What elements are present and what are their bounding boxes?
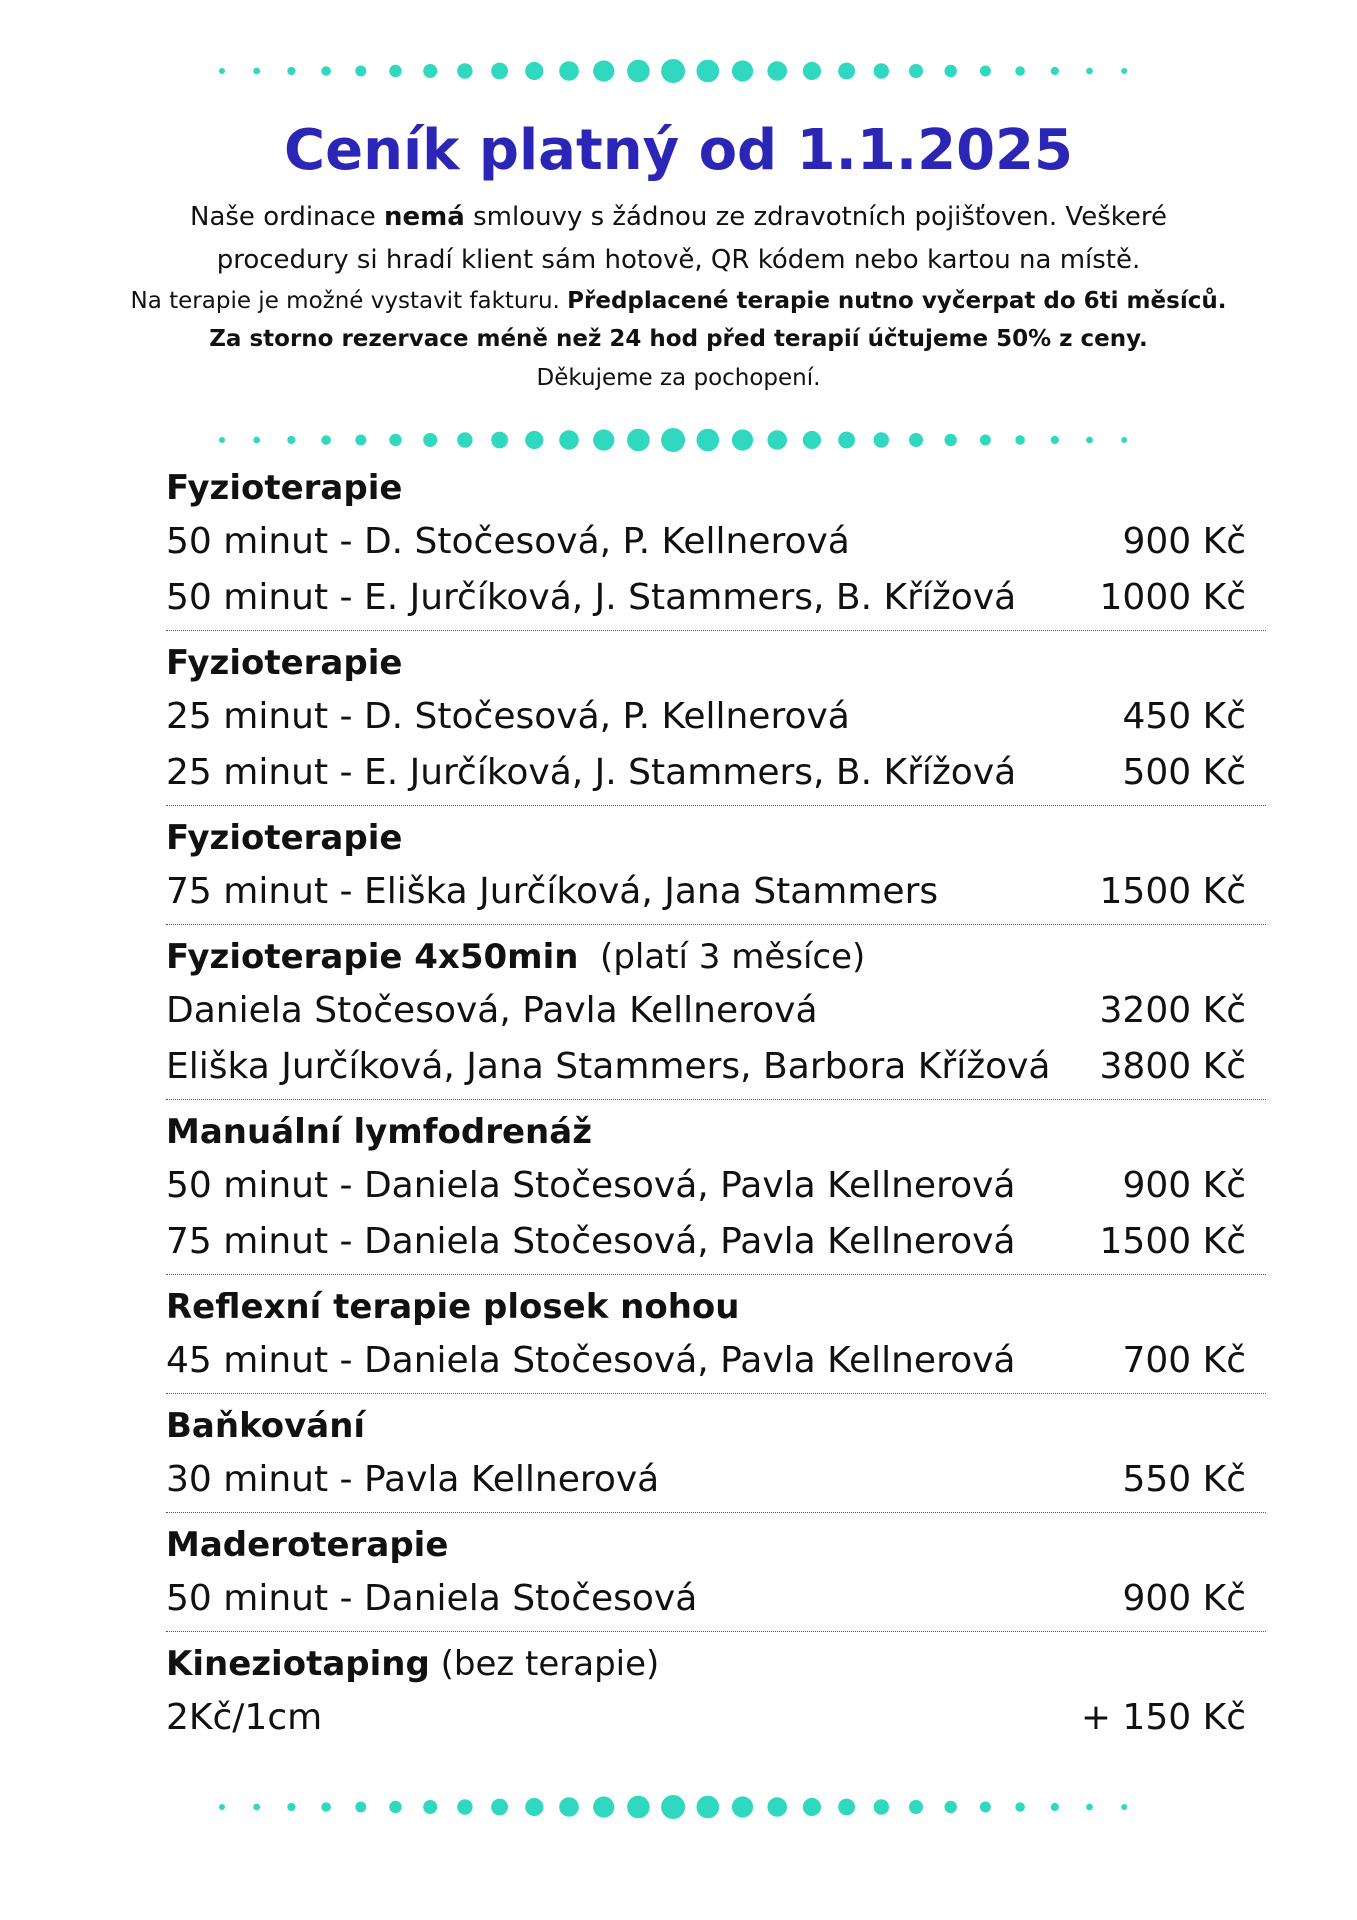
section-title	[166, 637, 1266, 689]
dots-divider-bottom-graphic	[0, 1792, 1357, 1822]
dot	[219, 68, 225, 74]
service-description: 45 minut - Daniela Stočesová, Pavla Kellnerová	[166, 1340, 1016, 1381]
dot	[525, 1798, 543, 1816]
dot	[457, 63, 472, 78]
service-price: 3800 Kč	[1099, 1046, 1246, 1087]
dot	[593, 60, 614, 81]
price-section	[166, 1400, 1266, 1513]
section-title	[166, 1106, 1266, 1158]
price-row	[166, 983, 1266, 1039]
section-title	[166, 1638, 1266, 1690]
dot	[874, 1799, 889, 1814]
dot	[767, 61, 787, 81]
section-title-text: Fyzioterapie	[166, 643, 403, 683]
service-price: 900 Kč	[1122, 1165, 1246, 1206]
price-section	[166, 637, 1266, 806]
price-list	[166, 462, 1276, 1756]
section-title	[166, 462, 1266, 514]
dot	[732, 60, 753, 81]
dot	[661, 428, 685, 452]
service-price: 700 Kč	[1122, 1340, 1246, 1381]
price-section	[166, 1106, 1266, 1275]
dot	[1121, 1804, 1127, 1810]
dot	[627, 1796, 650, 1819]
service-description: 50 minut - E. Jurčíková, J. Stammers, B. Křížová	[166, 577, 1017, 618]
dot	[1121, 437, 1127, 443]
intro-line-4: Za storno rezervace méně než 24 hod před terapií účtujeme 50% z ceny.	[209, 326, 1148, 352]
service-description: 30 minut - Pavla Kellnerová	[166, 1459, 660, 1500]
dot	[803, 1798, 821, 1816]
section-note: (bez terapie)	[429, 1644, 660, 1684]
dot	[457, 1799, 472, 1814]
section-title-text: Maderoterapie	[166, 1525, 449, 1565]
dot	[253, 68, 260, 75]
price-row	[166, 1333, 1266, 1389]
service-description: Eliška Jurčíková, Jana Stammers, Barbora Křížová	[166, 1046, 1051, 1087]
page-title: Ceník platný od 1.1.2025	[284, 118, 1073, 183]
dot	[1015, 1802, 1025, 1812]
service-price: 3200 Kč	[1099, 990, 1246, 1031]
dot	[1015, 66, 1025, 76]
dot	[803, 62, 821, 80]
dot	[559, 1797, 579, 1817]
service-description: 25 minut - E. Jurčíková, J. Stammers, B. Křížová	[166, 752, 1017, 793]
service-description: 50 minut - D. Stočesová, P. Kellnerová	[166, 521, 850, 562]
intro-line-1-emphasis: nemá	[384, 202, 465, 232]
dot	[697, 1796, 720, 1819]
price-row	[166, 570, 1266, 626]
dot	[874, 432, 889, 447]
section-title-text: Reflexní terapie plosek nohou	[166, 1287, 740, 1327]
service-price: 1500 Kč	[1099, 1221, 1246, 1262]
intro-text	[120, 196, 1237, 398]
dot	[627, 60, 650, 83]
dot	[1051, 1803, 1059, 1811]
service-description: 2Kč/1cm	[166, 1697, 323, 1738]
dot	[980, 1802, 991, 1813]
dot	[980, 66, 991, 77]
dot	[491, 432, 508, 449]
intro-line-1-c: smlouvy s žádnou ze zdravotních pojišťoven. Veškeré	[464, 202, 1167, 232]
dot	[767, 1797, 787, 1817]
dot	[909, 1800, 923, 1814]
section-title-text: Fyzioterapie	[166, 468, 403, 508]
dot	[559, 61, 579, 81]
service-description: 75 minut - Daniela Stočesová, Pavla Kellnerová	[166, 1221, 1016, 1262]
dot	[559, 430, 579, 450]
service-description: 25 minut - D. Stočesová, P. Kellnerová	[166, 696, 850, 737]
dot	[287, 1803, 295, 1811]
service-price: 1000 Kč	[1099, 577, 1246, 618]
dot	[1086, 68, 1093, 75]
dot	[661, 59, 685, 83]
section-title-text: Fyzioterapie 4x50min	[166, 937, 579, 977]
service-price: 450 Kč	[1122, 696, 1246, 737]
service-price: 900 Kč	[1122, 521, 1246, 562]
intro-line-3-emphasis: Předplacené terapie nutno vyčerpat do 6ti měsíců.	[567, 288, 1227, 314]
dot	[627, 429, 650, 452]
intro-line-3	[120, 282, 1237, 320]
dot	[321, 435, 331, 445]
dot	[1121, 68, 1127, 74]
service-price: 1500 Kč	[1099, 871, 1246, 912]
dots-divider-top	[0, 56, 1357, 86]
price-row	[166, 864, 1266, 920]
dots-divider-bottom	[0, 1792, 1357, 1822]
intro-line-2: procedury si hradí klient sám hotově, QR kódem nebo kartou na místě.	[216, 245, 1141, 275]
dot	[355, 435, 366, 446]
section-title-text: Manuální lymfodrenáž	[166, 1112, 592, 1152]
dot	[253, 437, 260, 444]
price-row	[166, 1690, 1266, 1746]
dot	[593, 1796, 614, 1817]
dot	[423, 64, 437, 78]
dot	[525, 431, 543, 449]
section-title-text: Fyzioterapie	[166, 818, 403, 858]
price-section	[166, 462, 1266, 631]
service-price: 900 Kč	[1122, 1578, 1246, 1619]
intro-line-3-a: Na terapie je možné vystavit fakturu.	[130, 288, 568, 314]
dot	[355, 66, 366, 77]
service-description: 50 minut - Daniela Stočesová	[166, 1578, 698, 1619]
dot	[423, 433, 437, 447]
dot	[874, 63, 889, 78]
dot	[945, 65, 957, 77]
dot	[767, 430, 787, 450]
dot	[1086, 437, 1093, 444]
service-price: 500 Kč	[1122, 752, 1246, 793]
dot	[838, 432, 855, 449]
section-title	[166, 1400, 1266, 1452]
service-price: + 150 Kč	[1080, 1697, 1246, 1738]
dot	[697, 60, 720, 83]
intro-line-1-a: Naše ordinace	[190, 202, 385, 232]
dot	[945, 1801, 957, 1813]
dot	[1015, 435, 1025, 445]
section-title	[166, 812, 1266, 864]
service-description: 75 minut - Eliška Jurčíková, Jana Stammers	[166, 871, 939, 912]
dot	[838, 1799, 855, 1816]
dot	[457, 432, 472, 447]
price-section	[166, 1281, 1266, 1394]
dot	[389, 65, 401, 77]
dot	[321, 66, 331, 76]
dot	[423, 1800, 437, 1814]
dot	[593, 429, 614, 450]
dots-divider-middle	[0, 425, 1357, 455]
dot	[838, 63, 855, 80]
dot	[980, 435, 991, 446]
price-section	[166, 1638, 1266, 1750]
dot	[491, 1799, 508, 1816]
dot	[1051, 436, 1059, 444]
intro-line-1	[120, 196, 1237, 239]
dot	[732, 429, 753, 450]
service-description: 50 minut - Daniela Stočesová, Pavla Kellnerová	[166, 1165, 1016, 1206]
price-row	[166, 689, 1266, 745]
dot	[355, 1802, 366, 1813]
section-title-text: Kineziotaping	[166, 1644, 430, 1684]
price-row	[166, 514, 1266, 570]
price-row	[166, 1214, 1266, 1270]
section-title	[166, 1281, 1266, 1333]
dot	[219, 437, 225, 443]
price-row	[166, 745, 1266, 801]
dot	[389, 1801, 401, 1813]
dot	[732, 1796, 753, 1817]
price-row	[166, 1158, 1266, 1214]
price-section	[166, 1519, 1266, 1632]
price-row	[166, 1039, 1266, 1095]
dot	[287, 436, 295, 444]
dot	[945, 434, 957, 446]
price-section	[166, 812, 1266, 925]
dot	[389, 434, 401, 446]
dot	[253, 1804, 260, 1811]
price-row	[166, 1452, 1266, 1508]
price-section	[166, 931, 1266, 1100]
dot	[525, 62, 543, 80]
dot	[909, 64, 923, 78]
dot	[1051, 67, 1059, 75]
dot	[697, 429, 720, 452]
dot	[909, 433, 923, 447]
dot	[321, 1802, 331, 1812]
section-note: (platí 3 měsíce)	[578, 937, 866, 977]
dot	[219, 1804, 225, 1810]
section-title	[166, 931, 1266, 983]
dot	[803, 431, 821, 449]
dots-divider-middle-graphic	[0, 425, 1357, 455]
service-description: Daniela Stočesová, Pavla Kellnerová	[166, 990, 818, 1031]
section-title-text: Baňkování	[166, 1406, 366, 1446]
dots-divider-top-graphic	[0, 56, 1357, 86]
section-title	[166, 1519, 1266, 1571]
dot	[491, 63, 508, 80]
dot	[1086, 1804, 1093, 1811]
dot	[287, 67, 295, 75]
service-price: 550 Kč	[1122, 1459, 1246, 1500]
dot	[661, 1795, 685, 1819]
intro-line-5: Děkujeme za pochopení.	[536, 365, 821, 391]
price-row	[166, 1571, 1266, 1627]
